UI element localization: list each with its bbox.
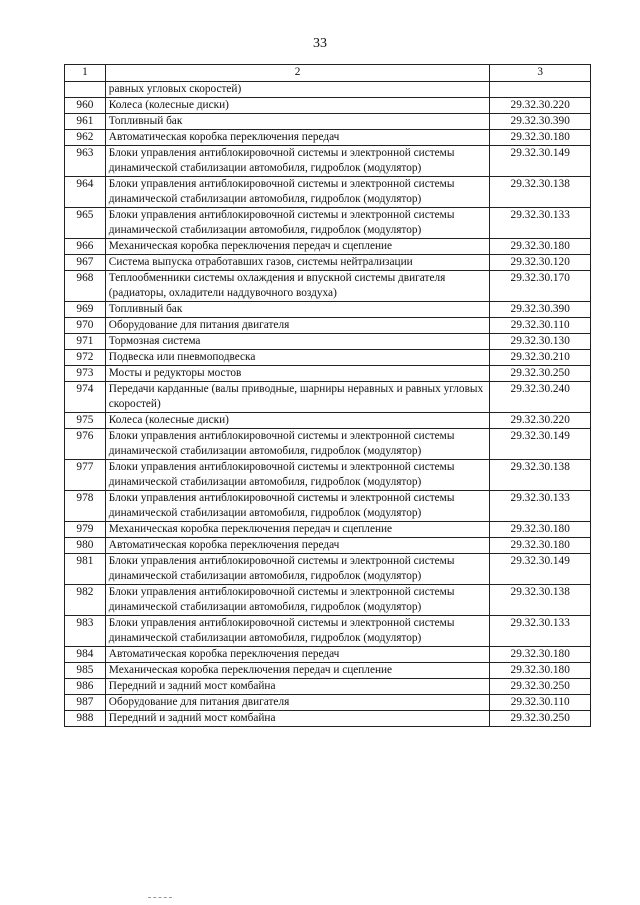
row-code: 29.32.30.250 — [490, 711, 591, 727]
row-number: 961 — [65, 114, 106, 130]
row-number: 968 — [65, 271, 106, 302]
row-code: 29.32.30.180 — [490, 538, 591, 554]
table-row — [65, 114, 591, 130]
row-code: 29.32.30.250 — [490, 366, 591, 382]
table-row — [65, 647, 591, 663]
row-code: 29.32.30.149 — [490, 554, 591, 585]
row-number: 980 — [65, 538, 106, 554]
row-name: Теплообменники системы охлаждения и впускной системы двигателя (радиаторы, охладители наддувочного воздуха) — [105, 271, 490, 302]
row-number: 986 — [65, 679, 106, 695]
row-number: 963 — [65, 146, 106, 177]
row-name: Оборудование для питания двигателя — [105, 318, 490, 334]
row-name: Оборудование для питания двигателя — [105, 695, 490, 711]
table-row — [65, 271, 591, 302]
row-number: 969 — [65, 302, 106, 318]
table-row — [65, 255, 591, 271]
table-row — [65, 177, 591, 208]
row-name: Механическая коробка переключения передач и сцепление — [105, 239, 490, 255]
row-number: 983 — [65, 616, 106, 647]
row-code: 29.32.30.130 — [490, 334, 591, 350]
row-code: 29.32.30.250 — [490, 679, 591, 695]
row-name: Механическая коробка переключения передач и сцепление — [105, 522, 490, 538]
row-name: Колеса (колесные диски) — [105, 413, 490, 429]
table-row — [65, 98, 591, 114]
table-row — [65, 711, 591, 727]
row-code: 29.32.30.149 — [490, 429, 591, 460]
row-number: 966 — [65, 239, 106, 255]
row-code: 29.32.30.133 — [490, 491, 591, 522]
row-number: 973 — [65, 366, 106, 382]
row-name: Блоки управления антиблокировочной системы и электронной системы динамической стабилизации автомобиля, гидроблок (модулятор) — [105, 429, 490, 460]
column-header-code: 3 — [490, 65, 591, 82]
table-row — [65, 616, 591, 647]
row-number: 977 — [65, 460, 106, 491]
table-row — [65, 382, 591, 413]
row-code: 29.32.30.149 — [490, 146, 591, 177]
table-row — [65, 366, 591, 382]
row-code: 29.32.30.138 — [490, 177, 591, 208]
row-name: Передний и задний мост комбайна — [105, 679, 490, 695]
row-number: 967 — [65, 255, 106, 271]
table-row — [65, 413, 591, 429]
row-number: 988 — [65, 711, 106, 727]
table-row — [65, 491, 591, 522]
row-name: Блоки управления антиблокировочной системы и электронной системы динамической стабилизации автомобиля, гидроблок (модулятор) — [105, 554, 490, 585]
table-body — [65, 82, 591, 727]
table-row — [65, 130, 591, 146]
row-number: 972 — [65, 350, 106, 366]
row-name: Подвеска или пневмоподвеска — [105, 350, 490, 366]
row-code: 29.32.30.110 — [490, 695, 591, 711]
row-name: Система выпуска отработавших газов, системы нейтрализации — [105, 255, 490, 271]
row-name: Передний и задний мост комбайна — [105, 711, 490, 727]
row-code: 29.32.30.210 — [490, 350, 591, 366]
row-name: Колеса (колесные диски) — [105, 98, 490, 114]
row-name: Блоки управления антиблокировочной системы и электронной системы динамической стабилизации автомобиля, гидроблок (модулятор) — [105, 208, 490, 239]
row-number: 970 — [65, 318, 106, 334]
continuation-row — [65, 82, 591, 98]
row-code: 29.32.30.133 — [490, 208, 591, 239]
row-number: 987 — [65, 695, 106, 711]
row-name: Блоки управления антиблокировочной системы и электронной системы динамической стабилизации автомобиля, гидроблок (модулятор) — [105, 585, 490, 616]
continuation-number-cell — [65, 82, 106, 98]
row-code: 29.32.30.110 — [490, 318, 591, 334]
table-row — [65, 554, 591, 585]
row-code: 29.32.30.180 — [490, 647, 591, 663]
table-row — [65, 522, 591, 538]
table-row — [65, 429, 591, 460]
table-row — [65, 239, 591, 255]
row-number: 985 — [65, 663, 106, 679]
row-name: Автоматическая коробка переключения передач — [105, 647, 490, 663]
row-name: Мосты и редукторы мостов — [105, 366, 490, 382]
row-number: 960 — [65, 98, 106, 114]
row-number: 984 — [65, 647, 106, 663]
column-header-name: 2 — [105, 65, 490, 82]
row-code: 29.32.30.120 — [490, 255, 591, 271]
row-name: Механическая коробка переключения передач и сцепление — [105, 663, 490, 679]
row-number: 965 — [65, 208, 106, 239]
row-code: 29.32.30.138 — [490, 585, 591, 616]
table-row — [65, 585, 591, 616]
table-row — [65, 695, 591, 711]
row-code: 29.32.30.138 — [490, 460, 591, 491]
table-row — [65, 334, 591, 350]
row-name: Тормозная система — [105, 334, 490, 350]
row-name: Топливный бак — [105, 302, 490, 318]
table-row — [65, 679, 591, 695]
row-name: Блоки управления антиблокировочной системы и электронной системы динамической стабилизации автомобиля, гидроблок (модулятор) — [105, 460, 490, 491]
table-row — [65, 146, 591, 177]
table-row — [65, 318, 591, 334]
row-code: 29.32.30.180 — [490, 239, 591, 255]
row-number: 976 — [65, 429, 106, 460]
row-name: Блоки управления антиблокировочной системы и электронной системы динамической стабилизации автомобиля, гидроблок (модулятор) — [105, 491, 490, 522]
parts-table — [64, 64, 591, 727]
row-number: 962 — [65, 130, 106, 146]
row-number: 978 — [65, 491, 106, 522]
row-code: 29.32.30.220 — [490, 98, 591, 114]
row-code: 29.32.30.180 — [490, 663, 591, 679]
row-code: 29.32.30.390 — [490, 302, 591, 318]
row-code: 29.32.30.170 — [490, 271, 591, 302]
row-name: Автоматическая коробка переключения передач — [105, 538, 490, 554]
continuation-text: равных угловых скоростей) — [105, 82, 490, 98]
table-row — [65, 663, 591, 679]
row-code: 29.32.30.220 — [490, 413, 591, 429]
row-code: 29.32.30.180 — [490, 522, 591, 538]
row-number: 964 — [65, 177, 106, 208]
row-number: 975 — [65, 413, 106, 429]
row-number: 981 — [65, 554, 106, 585]
page-number: 33 — [313, 36, 327, 51]
row-number: 974 — [65, 382, 106, 413]
row-name: Блоки управления антиблокировочной системы и электронной системы динамической стабилизации автомобиля, гидроблок (модулятор) — [105, 146, 490, 177]
row-name: Передачи карданные (валы приводные, шарниры неравных и равных угловых скоростей) — [105, 382, 490, 413]
row-code: 29.32.30.390 — [490, 114, 591, 130]
row-code: 29.32.30.180 — [490, 130, 591, 146]
row-code: 29.32.30.133 — [490, 616, 591, 647]
row-name: Блоки управления антиблокировочной системы и электронной системы динамической стабилизации автомобиля, гидроблок (модулятор) — [105, 177, 490, 208]
row-code: 29.32.30.240 — [490, 382, 591, 413]
table-row — [65, 302, 591, 318]
table-row — [65, 350, 591, 366]
table-header-row — [65, 65, 591, 82]
row-name: Автоматическая коробка переключения передач — [105, 130, 490, 146]
continuation-code-cell — [490, 82, 591, 98]
table-row — [65, 460, 591, 491]
column-header-number: 1 — [65, 65, 106, 82]
row-number: 971 — [65, 334, 106, 350]
row-number: 979 — [65, 522, 106, 538]
row-name: Топливный бак — [105, 114, 490, 130]
table-row — [65, 208, 591, 239]
row-number: 982 — [65, 585, 106, 616]
table-row — [65, 538, 591, 554]
scan-artifact — [148, 897, 172, 899]
row-name: Блоки управления антиблокировочной системы и электронной системы динамической стабилизации автомобиля, гидроблок (модулятор) — [105, 616, 490, 647]
